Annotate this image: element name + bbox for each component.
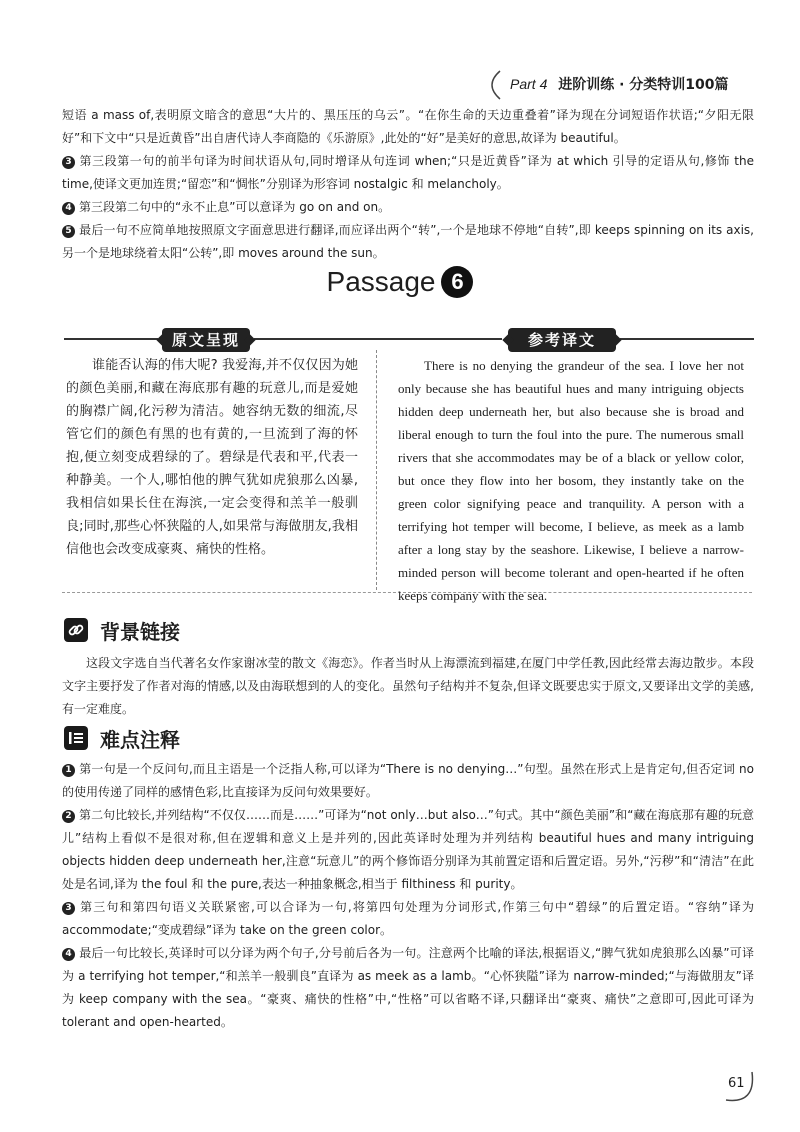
note-number: 3 xyxy=(62,902,75,915)
column-divider xyxy=(376,350,377,590)
header-part-label: Part 4 xyxy=(510,76,548,92)
tab-rule xyxy=(620,338,754,340)
previous-note-continuation: 短语 a mass of,表明原文暗含的意思“大片的、黑压压的乌云”。“在你生命的天边重叠着”译为现在分词短语作状语;“夕阳无限好”和下文中“只是近黄昏”出自唐代诗人李商隐的《乐游原》,此处的“好”是美好的意思,故译为 beautiful。 xyxy=(62,108,754,145)
note-number: 5 xyxy=(62,225,75,238)
page-header xyxy=(0,70,800,100)
tab-reference-translation: 参考译文 xyxy=(508,328,616,352)
list-icon xyxy=(64,726,88,750)
header-arc-decoration xyxy=(480,70,504,100)
note-item xyxy=(62,804,754,896)
note-number: 2 xyxy=(62,810,75,823)
previous-note-item xyxy=(62,219,754,265)
tab-rule xyxy=(64,338,158,340)
note-text: 第二句比较长,并列结构“不仅仅……而是……”可译为“not only…but also…”句式。其中“颜色美丽”和“藏在海底那有趣的玩意儿”结构上看似不是很对称,但在逻辑和意义上是并列的,因此英译时处理为并列结构 beautiful hues and many intriguing objects hidden deep underneath her,注意“玩意儿”的两个修饰语分别译为其前置定语和后置定语。另外,“污秽”和“清洁”在此处是名词,译为 the foul 和 the pure,表达一种抽象概念,相当于 filthiness 和 purity。 xyxy=(62,808,754,891)
note-text: 第三段第一句的前半句译为时间状语从句,同时增译从句连词 when;“只是近黄昏”译为 at which 引导的定语从句,修饰 the time,使译文更加连贯;“留恋”和“惆怅”分别译为形容词 nostalgic 和 melancholy。 xyxy=(62,154,754,191)
passage-number-badge: 6 xyxy=(441,266,473,298)
note-item xyxy=(62,896,754,942)
original-chinese-text: 谁能否认海的伟大呢? 我爱海,并不仅仅因为她的颜色美丽,和藏在海底那有趣的玩意儿,而是爱她的胸襟广阔,化污秽为清洁。她容纳无数的细流,尽管它们的颜色有黑的也有黄的,一旦流到了海的怀抱,便立刻变成碧绿的了。碧绿是代表和平,代表一种静美。一个人,哪怕他的脾气犹如虎狼那么凶暴,我相信如果长住在海滨,一定会变得和羔羊一般驯良;同时,那些心怀狭隘的人,如果常与海做朋友,我相信他也会改变成豪爽、痛快的性格。 xyxy=(66,358,358,557)
passage-label: Passage xyxy=(326,266,436,297)
english-translation-text: There is no denying the grandeur of the sea. I love her not only because she has beautiful hues and many intriguing objects hidden deep underneath her, but also because she is broad and liberal enough to turn the foul into the pure. The numerous small rivers that she accommodates may be of a black or yellow color, but once they flow into her bosom, they instantly take on the green color signifying peace and tranquility. A person with a terrifying hot temper will become, I believe, as meek as a lamb after a long stay by the seashore. Likewise, I believe a narrow-minded person will become tolerant and open-hearted if he often keeps company with the sea. xyxy=(398,358,744,603)
note-item xyxy=(62,758,754,804)
previous-note-item xyxy=(62,196,754,219)
page-number xyxy=(718,1066,758,1106)
page-number-text: 61 xyxy=(728,1076,745,1091)
link-icon xyxy=(64,618,88,642)
notes-title: 难点注释 xyxy=(100,728,180,752)
note-number: 3 xyxy=(62,156,75,169)
background-title: 背景链接 xyxy=(100,620,180,644)
note-text: 最后一句不应简单地按照原文字面意思进行翻译,而应译出两个“转”,一个是地球不停地“自转”,即 keeps spinning on its axis,另一个是地球绕着太阳“公转”,即 moves around the sun。 xyxy=(62,223,754,260)
note-text: 第三段第二句中的“永不止息”可以意译为 go on and on。 xyxy=(79,200,391,214)
note-number: 1 xyxy=(62,764,75,777)
note-text: 最后一句比较长,英译时可以分译为两个句子,分号前后各为一句。注意两个比喻的译法,根据语义,“脾气犹如虎狼那么凶暴”可译为 a terrifying hot temper,“和羔羊一般驯良”直译为 as meek as a lamb。“心怀狭隘”译为 narrow-minded;“与海做朋友”译为 keep company with the sea。“豪爽、痛快的性格”中,“性格”可以省略不译,只翻译出“豪爽、痛快”之意即可,因此可译为 tolerant and open-hearted。 xyxy=(62,946,754,1029)
background-paragraph: 这段文字选自当代著名女作家谢冰莹的散文《海恋》。作者当时从上海漂流到福建,在厦门中学任教,因此经常去海边散步。本段文字主要抒发了作者对海的情感,以及由海联想到的人的变化。虽然句子结构并不复杂,但译文既要忠实于原文,又要译出文学的美感,有一定难度。 xyxy=(62,656,754,716)
note-number: 4 xyxy=(62,202,75,215)
passage-title xyxy=(0,266,800,298)
header-title xyxy=(510,74,729,94)
tab-original-text: 原文呈现 xyxy=(162,328,250,352)
tab-rule xyxy=(254,338,502,340)
note-text: 第一句是一个反问句,而且主语是一个泛指人称,可以译为“There is no denying…”句型。虽然在形式上是肯定句,但否定词 no 的使用传递了同样的感情色彩,比直接译为反问句效果要好。 xyxy=(62,762,754,799)
header-section-title: 进阶训练 · 分类特训100篇 xyxy=(558,77,729,93)
note-number: 4 xyxy=(62,948,75,961)
note-item xyxy=(62,942,754,1034)
note-text: 第三句和第四句语义关联紧密,可以合译为一句,将第四句处理为分词形式,作第三句中“碧绿”的后置定语。“容纳”译为 accommodate;“变成碧绿”译为 take on the green color。 xyxy=(62,900,754,937)
previous-note-item xyxy=(62,150,754,196)
